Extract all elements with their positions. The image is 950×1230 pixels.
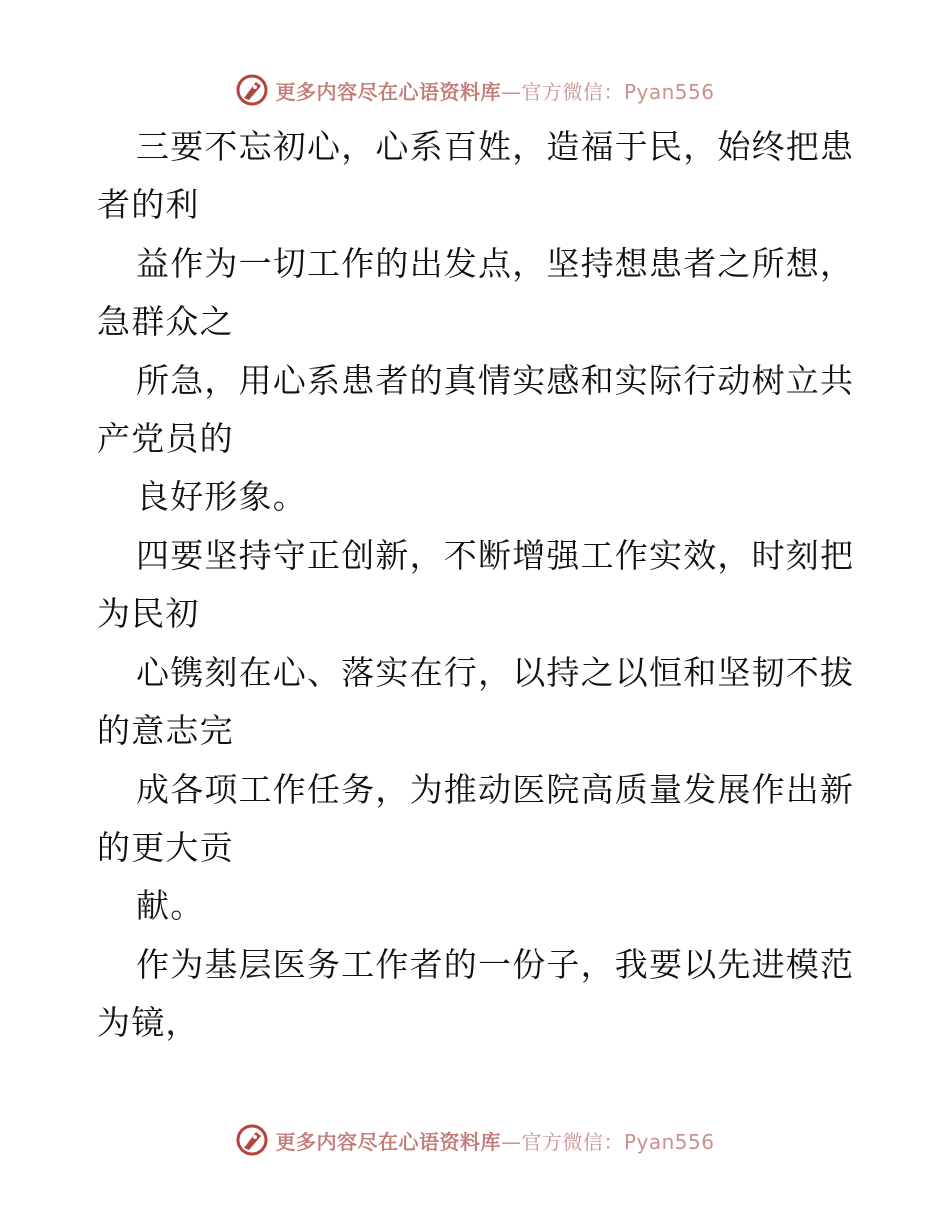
watermark-contact: 官方微信：Pyan556 (521, 79, 715, 104)
footer-watermark (0, 1120, 950, 1160)
text-line: 的意志完 (97, 711, 234, 750)
text-line: 作为基层医务工作者的一份子，我要以先进模范 (136, 945, 855, 984)
text-line: 四要坚持守正创新，不断增强工作实效，时刻把 (136, 536, 855, 575)
text-line: 为民初 (97, 594, 200, 633)
header-watermark (0, 70, 950, 110)
text-line: 成各项工作任务，为推动医院高质量发展作出新 (136, 770, 855, 809)
text-line: 急群众之 (97, 302, 234, 341)
text-line: 三要不忘初心，心系百姓，造福于民，始终把患 (136, 127, 855, 166)
watermark-dash: — (500, 1129, 522, 1154)
watermark-brand: 更多内容尽在心语资料库 (275, 79, 501, 104)
text-line: 产党员的 (97, 419, 234, 458)
text-line: 为镜， (97, 1003, 200, 1042)
watermark-text (275, 76, 714, 105)
watermark-dash: — (500, 79, 522, 104)
watermark-contact: 官方微信：Pyan556 (521, 1129, 715, 1154)
text-line: 者的利 (97, 185, 200, 224)
text-line: 献。 (136, 886, 205, 925)
text-line: 益作为一切工作的出发点，坚持想患者之所想， (136, 244, 855, 283)
text-line: 所急，用心系患者的真情实感和实际行动树立共 (136, 361, 855, 400)
text-line: 良好形象。 (136, 477, 307, 516)
watermark-brand: 更多内容尽在心语资料库 (275, 1129, 501, 1154)
pen-nib-circle-icon (235, 73, 269, 107)
watermark-text (275, 1126, 714, 1155)
text-line: 的更大贡 (97, 828, 234, 867)
pen-nib-circle-icon (235, 1123, 269, 1157)
text-line: 心镌刻在心、落实在行，以持之以恒和坚韧不拔 (136, 653, 855, 692)
